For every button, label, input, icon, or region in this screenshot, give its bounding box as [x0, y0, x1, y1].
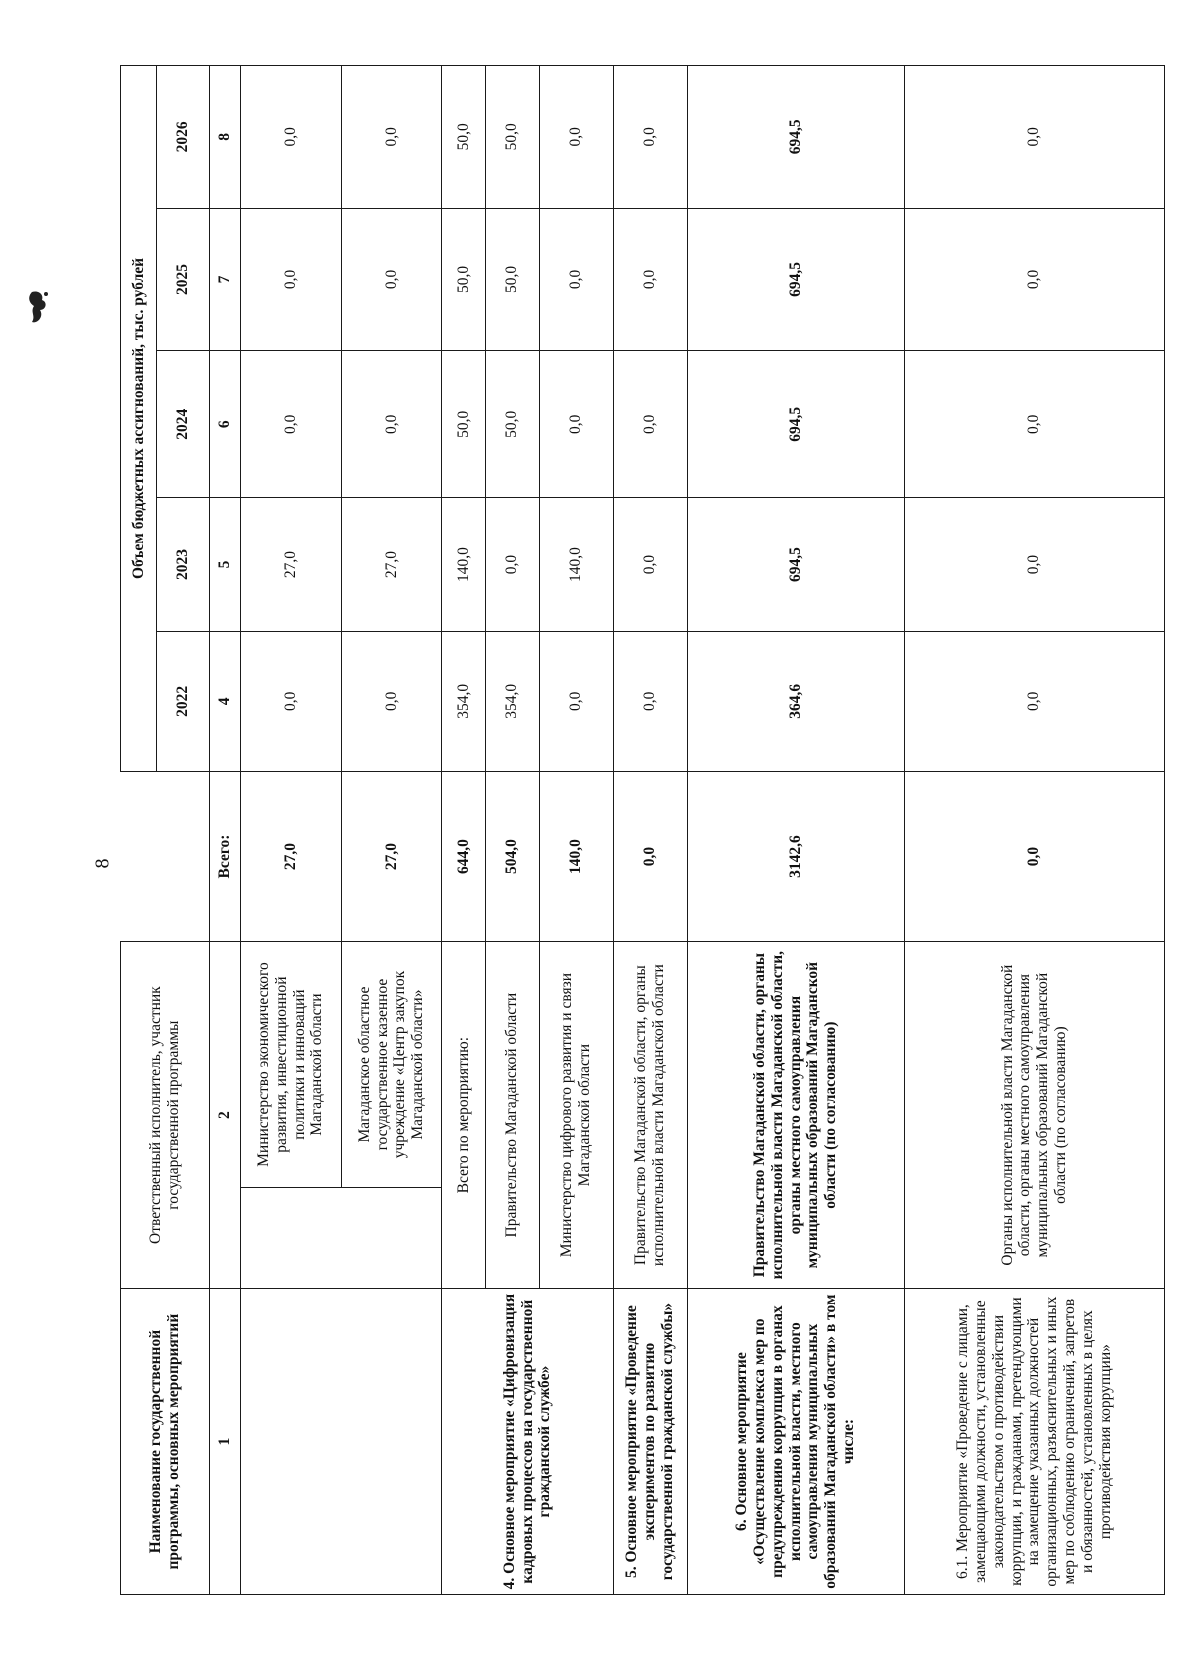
executor-cell: Министерство цифрового развития и связи Магаданской области — [539, 942, 613, 1289]
value-cell: 694,5 — [687, 66, 904, 209]
executor-cell: Всего по мероприятию: — [442, 942, 485, 1289]
value-cell: 0,0 — [539, 631, 613, 771]
value-cell: 0,0 — [485, 498, 539, 631]
continued-executor-group — [240, 1188, 442, 1289]
value-cell: 0,0 — [539, 66, 613, 209]
value-cell: 0,0 — [613, 66, 687, 209]
header-year-2022: 2022 — [157, 631, 210, 771]
total-cell: 27,0 — [240, 771, 341, 941]
total-cell: 0,0 — [613, 771, 687, 941]
rotated-table-container — [120, 65, 1165, 1595]
header-year-2026: 2026 — [157, 66, 210, 209]
value-cell: 50,0 — [485, 208, 539, 351]
index-cell: 5 — [210, 498, 240, 631]
value-cell: 0,0 — [904, 631, 1165, 771]
value-cell: 50,0 — [485, 351, 539, 498]
value-cell: 0,0 — [240, 208, 341, 351]
value-cell: 0,0 — [539, 351, 613, 498]
total-cell: 504,0 — [485, 771, 539, 941]
measure-5-name: 5. Основное мероприятие «Проведение экспериментов по развитию государственной гражданской службы» — [613, 1289, 687, 1595]
value-cell: 0,0 — [613, 208, 687, 351]
value-cell: 0,0 — [341, 66, 442, 209]
header-program-name: Наименование государственной программы, основных мероприятий — [121, 1289, 210, 1595]
executor-cell: Магаданское областное государственное казенное учреждение «Центр закупок Магаданской области» — [341, 942, 442, 1188]
value-cell: 0,0 — [904, 351, 1165, 498]
header-executor: Ответственный исполнитель, участник государственной программы — [121, 942, 210, 1289]
total-cell: 0,0 — [904, 771, 1165, 941]
value-cell: 0,0 — [341, 631, 442, 771]
value-cell: 0,0 — [539, 208, 613, 351]
budget-table — [120, 65, 1165, 1595]
index-cell: 4 — [210, 631, 240, 771]
value-cell: 50,0 — [442, 208, 485, 351]
value-cell: 0,0 — [613, 351, 687, 498]
value-cell: 50,0 — [442, 66, 485, 209]
measure-6-name: 6. Основное мероприятие «Осуществление комплекса мер по предупреждению коррупции в органах исполнительной власти, местного самоуправления муниципальных образований Магаданской области» в том числе: — [687, 1289, 904, 1595]
value-cell: 0,0 — [240, 631, 341, 771]
value-cell: 140,0 — [539, 498, 613, 631]
value-cell: 27,0 — [341, 498, 442, 631]
executor-cell: Правительство Магаданской области, органы исполнительной власти Магаданской области, органы местного самоуправления муниципальных образований Магаданской области (по согласованию) — [687, 942, 904, 1289]
executor-cell: Правительство Магаданской области, органы исполнительной власти Магаданской области — [613, 942, 687, 1289]
index-cell: 8 — [210, 66, 240, 209]
header-year-2025: 2025 — [157, 208, 210, 351]
value-cell: 0,0 — [904, 208, 1165, 351]
continued-name-cell — [240, 1289, 442, 1595]
value-cell: 0,0 — [240, 66, 341, 209]
total-cell: 3142,6 — [687, 771, 904, 941]
value-cell: 694,5 — [687, 498, 904, 631]
executor-cell: Правительство Магаданской области — [485, 942, 539, 1289]
measure-4-name: 4. Основное мероприятие «Цифровизация кадровых процессов на государственной гражданской службе» — [442, 1289, 613, 1595]
value-cell: 694,5 — [687, 351, 904, 498]
value-cell: 354,0 — [485, 631, 539, 771]
total-cell: 27,0 — [341, 771, 442, 941]
total-cell: 644,0 — [442, 771, 485, 941]
value-cell: 0,0 — [904, 66, 1165, 209]
value-cell: 354,0 — [442, 631, 485, 771]
executor-cell: Министерство экономического развития, инвестиционной политики и инноваций Магаданской области — [240, 942, 341, 1188]
total-cell: 140,0 — [539, 771, 613, 941]
index-cell: Всего: — [210, 771, 240, 941]
value-cell: 50,0 — [485, 66, 539, 209]
value-cell: 0,0 — [341, 351, 442, 498]
value-cell: 694,5 — [687, 208, 904, 351]
value-cell: 0,0 — [341, 208, 442, 351]
value-cell: 364,6 — [687, 631, 904, 771]
executor-cell: Органы исполнительной власти Магаданской области, органы местного самоуправления муниципальных образований Магаданской области (по согласованию) — [904, 942, 1165, 1289]
index-cell: 6 — [210, 351, 240, 498]
header-budget-group: Объем бюджетных ассигнований, тыс. рублей — [121, 66, 157, 772]
value-cell: 0,0 — [904, 498, 1165, 631]
measure-6-1-name: 6.1. Мероприятие «Проведение с лицами, замещающими должности, установленные законодательством о противодействии коррупции, и гражданами, претендующими на замещение указанных должностей организационных, разъяснительных и иных мер по соблюдению ограничений, запретов и обязанностей, установленных в целях противодействия коррупции» — [904, 1289, 1165, 1595]
value-cell: 27,0 — [240, 498, 341, 631]
page-number: 8 — [91, 858, 114, 869]
value-cell: 0,0 — [613, 498, 687, 631]
value-cell: 140,0 — [442, 498, 485, 631]
header-total-spacer — [121, 771, 210, 941]
value-cell: 0,0 — [240, 351, 341, 498]
value-cell: 50,0 — [442, 351, 485, 498]
index-cell: 2 — [210, 942, 240, 1289]
value-cell: 0,0 — [613, 631, 687, 771]
header-year-2024: 2024 — [157, 351, 210, 498]
index-cell: 1 — [210, 1289, 240, 1595]
index-cell: 7 — [210, 208, 240, 351]
scan-artifact-mark — [26, 288, 52, 328]
header-year-2023: 2023 — [157, 498, 210, 631]
